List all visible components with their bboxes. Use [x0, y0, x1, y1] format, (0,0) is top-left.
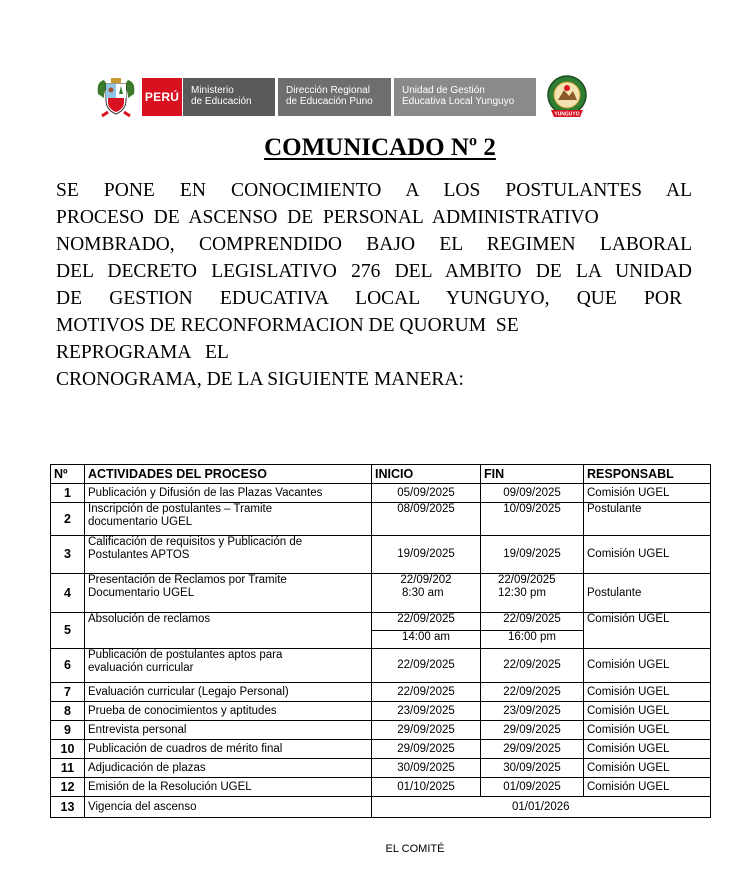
- table-row: [51, 797, 711, 818]
- end-cell: 01/09/2025: [481, 778, 584, 797]
- activity-cell: Emisión de la Resolución UGEL: [85, 778, 372, 797]
- header-number: Nº: [51, 465, 85, 484]
- ministerio-line-2: de Educación: [191, 96, 252, 107]
- start-cell: 29/09/2025: [372, 721, 481, 740]
- row-number: 12: [51, 778, 85, 797]
- start-cell: 05/09/2025: [372, 484, 481, 503]
- start-cell: 08/09/2025: [372, 503, 481, 536]
- activity-line: Inscripción de postulantes – Tramite: [88, 503, 273, 515]
- end-time: 12:30 pm: [498, 587, 546, 599]
- responsible-cell: Comisión UGEL: [584, 702, 711, 721]
- activity-cell: Publicación y Difusión de las Plazas Vacantes: [85, 484, 372, 503]
- activity-line: Presentación de Reclamos por Tramite: [88, 574, 287, 586]
- responsible-cell: Comisión UGEL: [584, 740, 711, 759]
- header-start: INICIO: [372, 465, 481, 484]
- body-line: MOTIVOS DE RECONFORMACION DE QUORUM SE: [56, 315, 519, 336]
- table-row: [51, 778, 711, 797]
- table-row: [51, 536, 711, 574]
- end-cell: 29/09/2025: [481, 740, 584, 759]
- end-cell: 09/09/2025: [481, 484, 584, 503]
- responsible-cell: Postulante: [584, 503, 711, 536]
- responsible-cell: Comisión UGEL: [584, 778, 711, 797]
- activity-line: Calificación de requisitos y Publicación de: [88, 536, 303, 548]
- row-number: 5: [51, 613, 85, 649]
- activity-cell: [85, 503, 372, 536]
- activity-cell: Vigencia del ascenso: [85, 797, 372, 818]
- end-cell: 23/09/2025: [481, 702, 584, 721]
- activity-cell: Adjudicación de plazas: [85, 759, 372, 778]
- start-cell: 29/09/2025: [372, 740, 481, 759]
- activity-cell: Prueba de conocimientos y aptitudes: [85, 702, 372, 721]
- row-number: 7: [51, 683, 85, 702]
- validity-date: 01/01/2026: [512, 800, 570, 813]
- row-number: 9: [51, 721, 85, 740]
- start-cell: 22/09/2025: [372, 649, 481, 683]
- committee-signature: EL COMITÉ: [385, 843, 445, 855]
- activity-line: Documentario UGEL: [88, 587, 195, 599]
- end-cell: 30/09/2025: [481, 759, 584, 778]
- start-cell: 22/09/2025: [372, 683, 481, 702]
- ugel-yunguyo-logo-icon: [542, 74, 592, 120]
- ministerio-label: [183, 78, 275, 116]
- activity-line: Publicación de postulantes aptos para: [88, 649, 283, 661]
- responsible-cell: Comisión UGEL: [584, 649, 711, 683]
- activity-cell: Absolución de reclamos: [85, 613, 372, 649]
- table-row: [51, 721, 711, 740]
- activity-cell: Evaluación curricular (Legajo Personal): [85, 683, 372, 702]
- body-line: CRONOGRAMA, DE LA SIGUIENTE MANERA:: [56, 369, 464, 390]
- table-row: [51, 613, 711, 631]
- svg-text:YUNGUYO: YUNGUYO: [554, 111, 580, 118]
- table-row: [51, 759, 711, 778]
- responsible-cell: Postulante: [584, 574, 711, 613]
- start-cell: 23/09/2025: [372, 702, 481, 721]
- row-number: 1: [51, 484, 85, 503]
- body-line: DEL DECRETO LEGISLATIVO 276 DEL AMBITO DE LA UNIDAD: [56, 261, 692, 282]
- table-row: [51, 702, 711, 721]
- row-number: 2: [51, 503, 85, 536]
- institutional-header: [94, 74, 594, 120]
- row-number: 4: [51, 574, 85, 613]
- row-number: 13: [51, 797, 85, 818]
- responsible-cell: Comisión UGEL: [584, 484, 711, 503]
- unidad-line-1: Unidad de Gestión: [402, 85, 485, 96]
- start-time: 8:30 am: [402, 587, 444, 599]
- validity-cell: [372, 797, 711, 818]
- activity-cell: Entrevista personal: [85, 721, 372, 740]
- end-time: 16:00 pm: [481, 631, 584, 649]
- body-line: DE GESTION EDUCATIVA LOCAL YUNGUYO, QUE POR: [56, 288, 682, 309]
- table-row: [51, 574, 711, 613]
- responsible-cell: Comisión UGEL: [584, 536, 711, 574]
- activity-line: evaluación curricular: [88, 662, 194, 674]
- row-number: 3: [51, 536, 85, 574]
- start-cell: [372, 574, 481, 613]
- responsible-cell: Comisión UGEL: [584, 721, 711, 740]
- activity-line: documentario UGEL: [88, 516, 193, 528]
- header-activity: ACTIVIDADES DEL PROCESO: [85, 465, 372, 484]
- table-row: [51, 740, 711, 759]
- end-cell: 19/09/2025: [481, 536, 584, 574]
- start-cell: 30/09/2025: [372, 759, 481, 778]
- start-cell: 01/10/2025: [372, 778, 481, 797]
- direccion-regional-label: [278, 78, 391, 116]
- table-row: [51, 683, 711, 702]
- table-row: [51, 484, 711, 503]
- end-date: 22/09/2025: [498, 574, 556, 586]
- end-cell: 22/09/2025: [481, 649, 584, 683]
- header-end: FIN: [481, 465, 584, 484]
- end-cell: 22/09/2025: [481, 613, 584, 631]
- schedule-table: [50, 464, 711, 818]
- responsible-cell: Comisión UGEL: [584, 683, 711, 702]
- unidad-line-2: Educativa Local Yunguyo: [402, 96, 515, 107]
- direccion-line-1: Dirección Regional: [286, 85, 370, 96]
- row-number: 10: [51, 740, 85, 759]
- table-row: [51, 503, 711, 536]
- activity-cell: [85, 536, 372, 574]
- start-cell: 19/09/2025: [372, 536, 481, 574]
- announcement-body: [56, 177, 692, 393]
- start-date: 22/09/202: [400, 574, 452, 586]
- row-number: 6: [51, 649, 85, 683]
- activity-cell: [85, 649, 372, 683]
- end-cell: 10/09/2025: [481, 503, 584, 536]
- responsible-cell: Comisión UGEL: [584, 613, 711, 649]
- header-responsible: RESPONSABL: [584, 465, 711, 484]
- row-number: 11: [51, 759, 85, 778]
- end-cell: [481, 574, 584, 613]
- direccion-line-2: de Educación Puno: [286, 96, 373, 107]
- start-cell: 22/09/2025: [372, 613, 481, 631]
- activity-cell: [85, 574, 372, 613]
- body-line: SE PONE EN CONOCIMIENTO A LOS POSTULANTES AL: [56, 180, 692, 201]
- peru-label: PERÚ: [142, 78, 182, 116]
- table-header-row: [51, 465, 711, 484]
- table-row: [51, 649, 711, 683]
- ministerio-line-1: Ministerio: [191, 85, 234, 96]
- activity-line: Postulantes APTOS: [88, 549, 190, 561]
- body-line: NOMBRADO, COMPRENDIDO BAJO EL REGIMEN LABORAL: [56, 234, 692, 255]
- responsible-cell: Comisión UGEL: [584, 759, 711, 778]
- start-time: 14:00 am: [372, 631, 481, 649]
- page-title: COMUNICADO Nº 2: [264, 134, 496, 161]
- activity-cell: Publicación de cuadros de mérito final: [85, 740, 372, 759]
- end-cell: 29/09/2025: [481, 721, 584, 740]
- unidad-gestion-label: [394, 78, 536, 116]
- end-cell: 22/09/2025: [481, 683, 584, 702]
- body-line: PROCESO DE ASCENSO DE PERSONAL ADMINISTRATIVO: [56, 207, 599, 228]
- peru-coat-of-arms-icon: [94, 76, 138, 118]
- body-line: REPROGRAMA EL: [56, 342, 229, 363]
- row-number: 8: [51, 702, 85, 721]
